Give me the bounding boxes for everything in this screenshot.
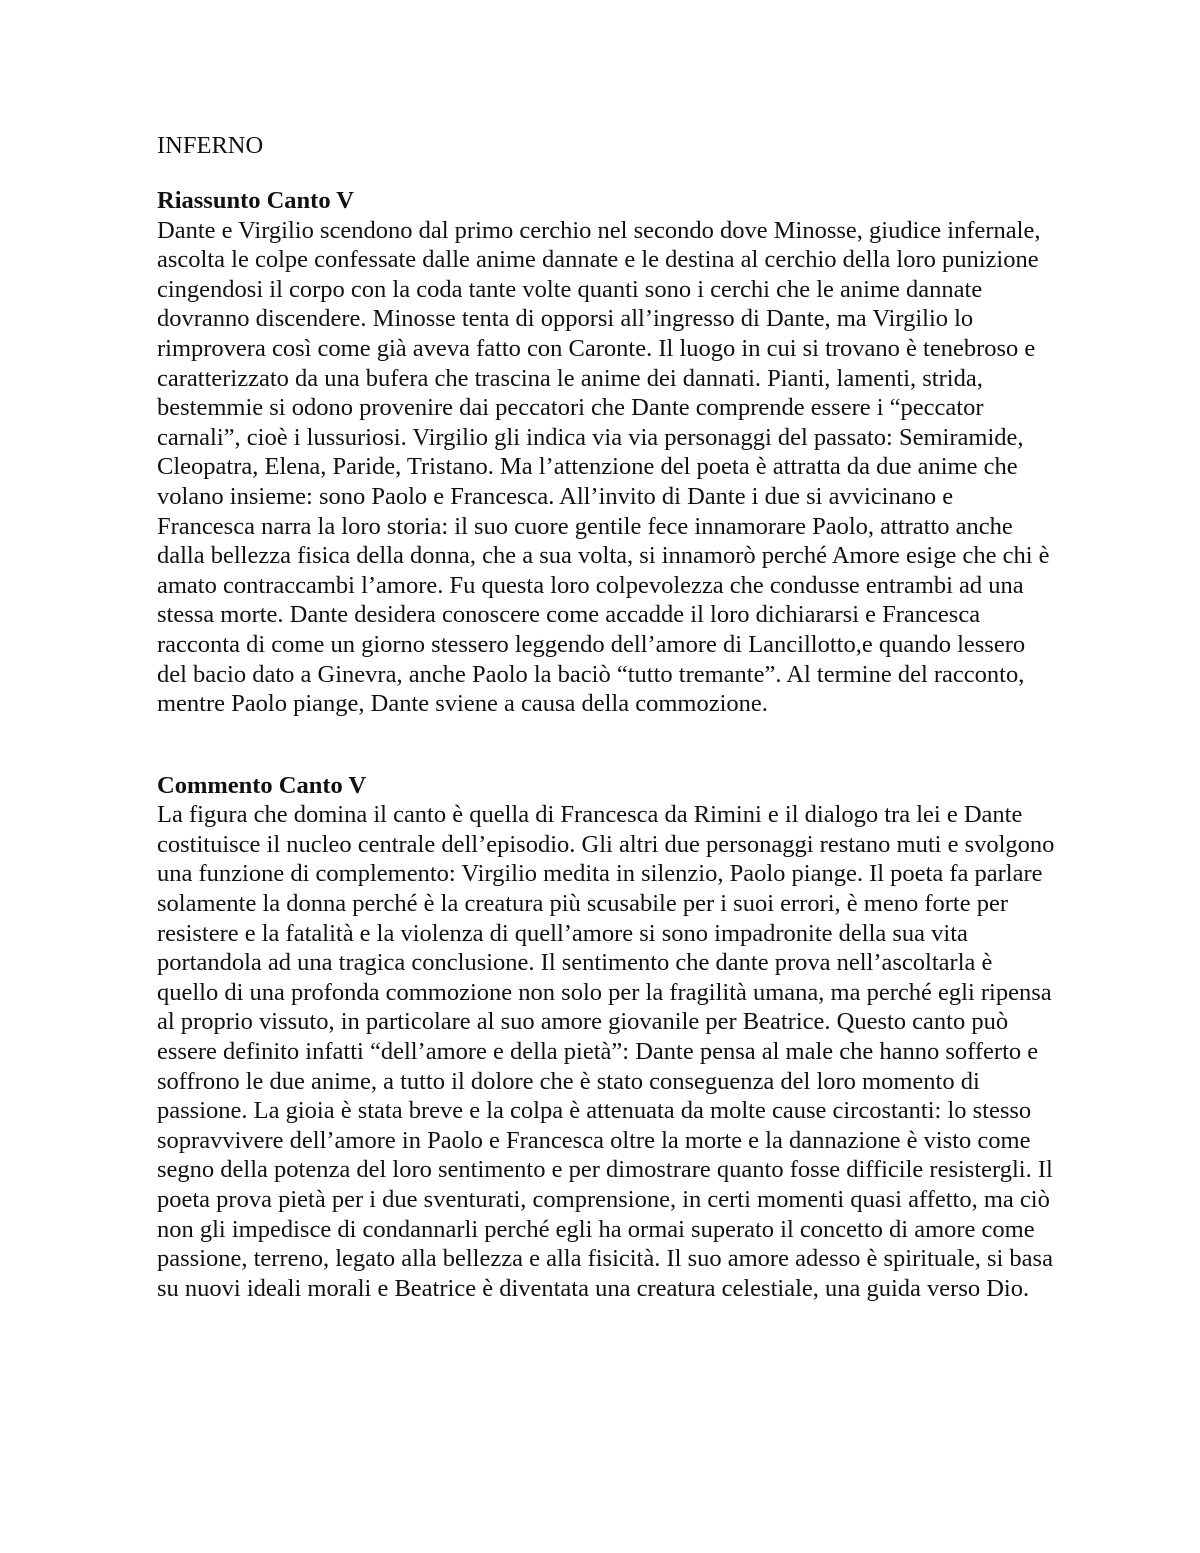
commentary-heading: Commento Canto V [157,771,367,799]
summary-section [157,186,1057,719]
summary-paragraph: Dante e Virgilio scendono dal primo cerchio nel secondo dove Minosse, giudice infernale, ascolta le colpe confessate dalle anime dannate e le destina al cerchio della loro punizione cingendosi il corpo con la coda tante volte quanti sono i cerchi che le anime dannate dovranno discendere. Minosse tenta di opporsi all’ingresso di Dante, ma Virgilio lo rimprovera così come già aveva fatto con Caronte. Il luogo in cui si trovano è tenebroso e caratterizzato da una bufera che trascina le anime dei dannati. Pianti, lamenti, strida, bestemmie si odono provenire dai peccatori che Dante comprende essere i “peccator carnali”, cioè i lussuriosi. Virgilio gli indica via via personaggi del passato: Semiramide, Cleopatra, Elena, Paride, Tristano. Ma l’attenzione del poeta è attratta da due anime che volano insieme: sono Paolo e Francesca. All’invito di Dante i due si avvicinano e Francesca narra la loro storia: il suo cuore gentile fece innamorare Paolo, attratto anche dalla bellezza fisica della donna, che a sua volta, si innamorò perché Amore esige che chi è amato contraccambi l’amore. Fu questa loro colpevolezza che condusse entrambi ad una stessa morte. Dante desidera conoscere come accadde il loro dichiararsi e Francesca racconta di come un giorno stessero leggendo dell’amore di Lancillotto,e quando lessero del bacio dato a Ginevra, anche Paolo la baciò “tutto tremante”. Al termine del racconto, mentre Paolo piange, Dante sviene a causa della commozione. [157,216,1050,718]
document-page [157,128,1057,1303]
summary-heading: Riassunto Canto V [157,187,354,214]
commentary-section [157,771,1057,1304]
commentary-paragraph: La figura che domina il canto è quella di Francesca da Rimini e il dialogo tra lei e Dante costituisce il nucleo centrale dell’episodio. Gli altri due personaggi restano muti e svolgono una funzione di complemento: Virgilio medita in silenzio, Paolo piange. Il poeta fa parlare solamente la donna perché è la creatura più scusabile per i suoi errori, è meno forte per resistere e la fatalità e la violenza di quell’amore si sono impadronite della sua vita portandola ad una tragica conclusione. Il sentimento che dante prova nell’ascoltarla è quello di una profonda commozione non solo per la fragilità umana, ma perché egli ripensa al proprio vissuto, in particolare al suo amore giovanile per Beatrice. Questo canto può essere definito infatti “dell’amore e della pietà”: Dante pensa al male che hanno sofferto e soffrono le due anime, a tutto il dolore che è stato conseguenza del loro momento di passione. La gioia è stata breve e la colpa è attenuata da molte cause circostanti: lo stesso sopravvivere dell’amore in Paolo e Francesca oltre la morte e la dannazione è visto come segno della potenza del loro sentimento e per dimostrare quanto fosse difficile resistergli. Il poeta prova pietà per i due sventurati, comprensione, in certi momenti quasi affetto, ma ciò non gli impedisce di condannarli perché egli ha ormai superato il concetto di amore come passione, terreno, legato alla bellezza e alla fisicità. Il suo amore adesso è spirituale, si basa su nuovi ideali morali e Beatrice è diventata una creatura celestiale, una guida verso Dio. [157,801,1055,1302]
document-title: INFERNO [157,132,264,159]
